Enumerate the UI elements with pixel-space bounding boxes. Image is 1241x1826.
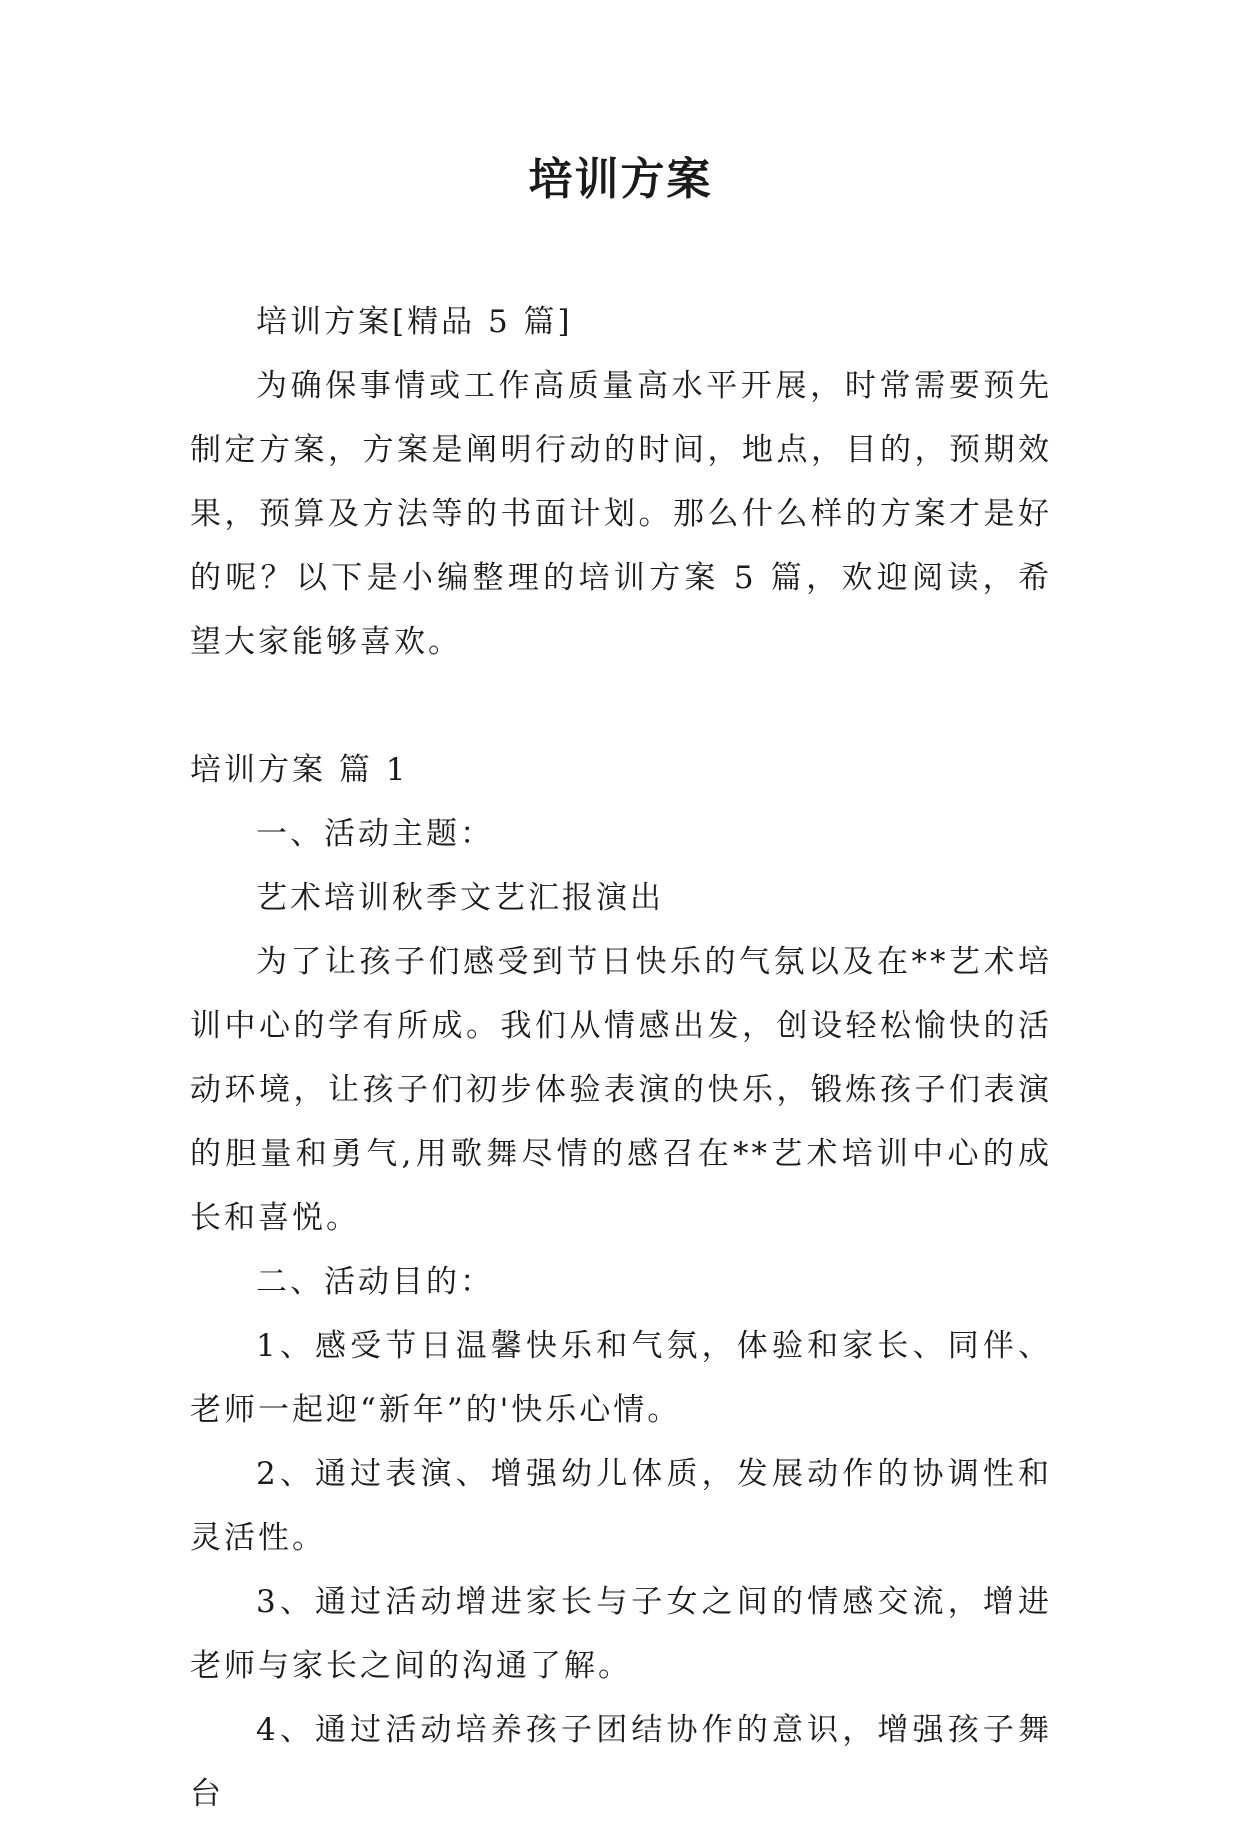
paragraph-purpose-2: 2、通过表演、增强幼儿体质，发展动作的协调性和灵活性。 [190, 1456, 1052, 1556]
paragraph-purpose-3: 3、通过活动增进家长与子女之间的情感交流，增进老师与家长之间的沟通了解。 [190, 1584, 1052, 1684]
paragraph-activity-description: 为了让孩子们感受到节日快乐的气氛以及在**艺术培训中心的学有所成。我们从情感出发，创设轻松愉快的活动环境，让孩子们初步体验表演的快乐，锻炼孩子们表演的胆量和勇气,用歌舞尽情的感召在**艺术培训中心的成长和喜悦。 [190, 944, 1052, 1236]
document-subtitle: 培训方案[精品 5 篇] [256, 304, 573, 340]
paragraph-purpose-1: 1、感受节日温馨快乐和气氛，体验和家长、同伴、老师一起迎“新年”的'快乐心情。 [190, 1328, 1052, 1428]
paragraph-activity-purpose-heading: 二、活动目的： [256, 1264, 494, 1300]
document-title: 培训方案 [528, 154, 713, 205]
document-body [190, 290, 1052, 1826]
paragraph-purpose-4: 4、通过活动培养孩子团结协作的意识，增强孩子舞台 [190, 1712, 1052, 1812]
section-spacer [190, 674, 1052, 738]
paragraph-activity-theme: 艺术培训秋季文艺汇报演出 [256, 880, 664, 916]
section-heading: 培训方案 篇 1 [190, 752, 409, 788]
paragraph-activity-theme-heading: 一、活动主题： [256, 816, 494, 852]
intro-paragraph: 为确保事情或工作高质量高水平开展，时常需要预先制定方案，方案是阐明行动的时间，地点，目的，预期效果，预算及方法等的书面计划。那么什么样的方案才是好的呢？以下是小编整理的培训方案 5 篇，欢迎阅读，希望大家能够喜欢。 [190, 368, 1052, 660]
